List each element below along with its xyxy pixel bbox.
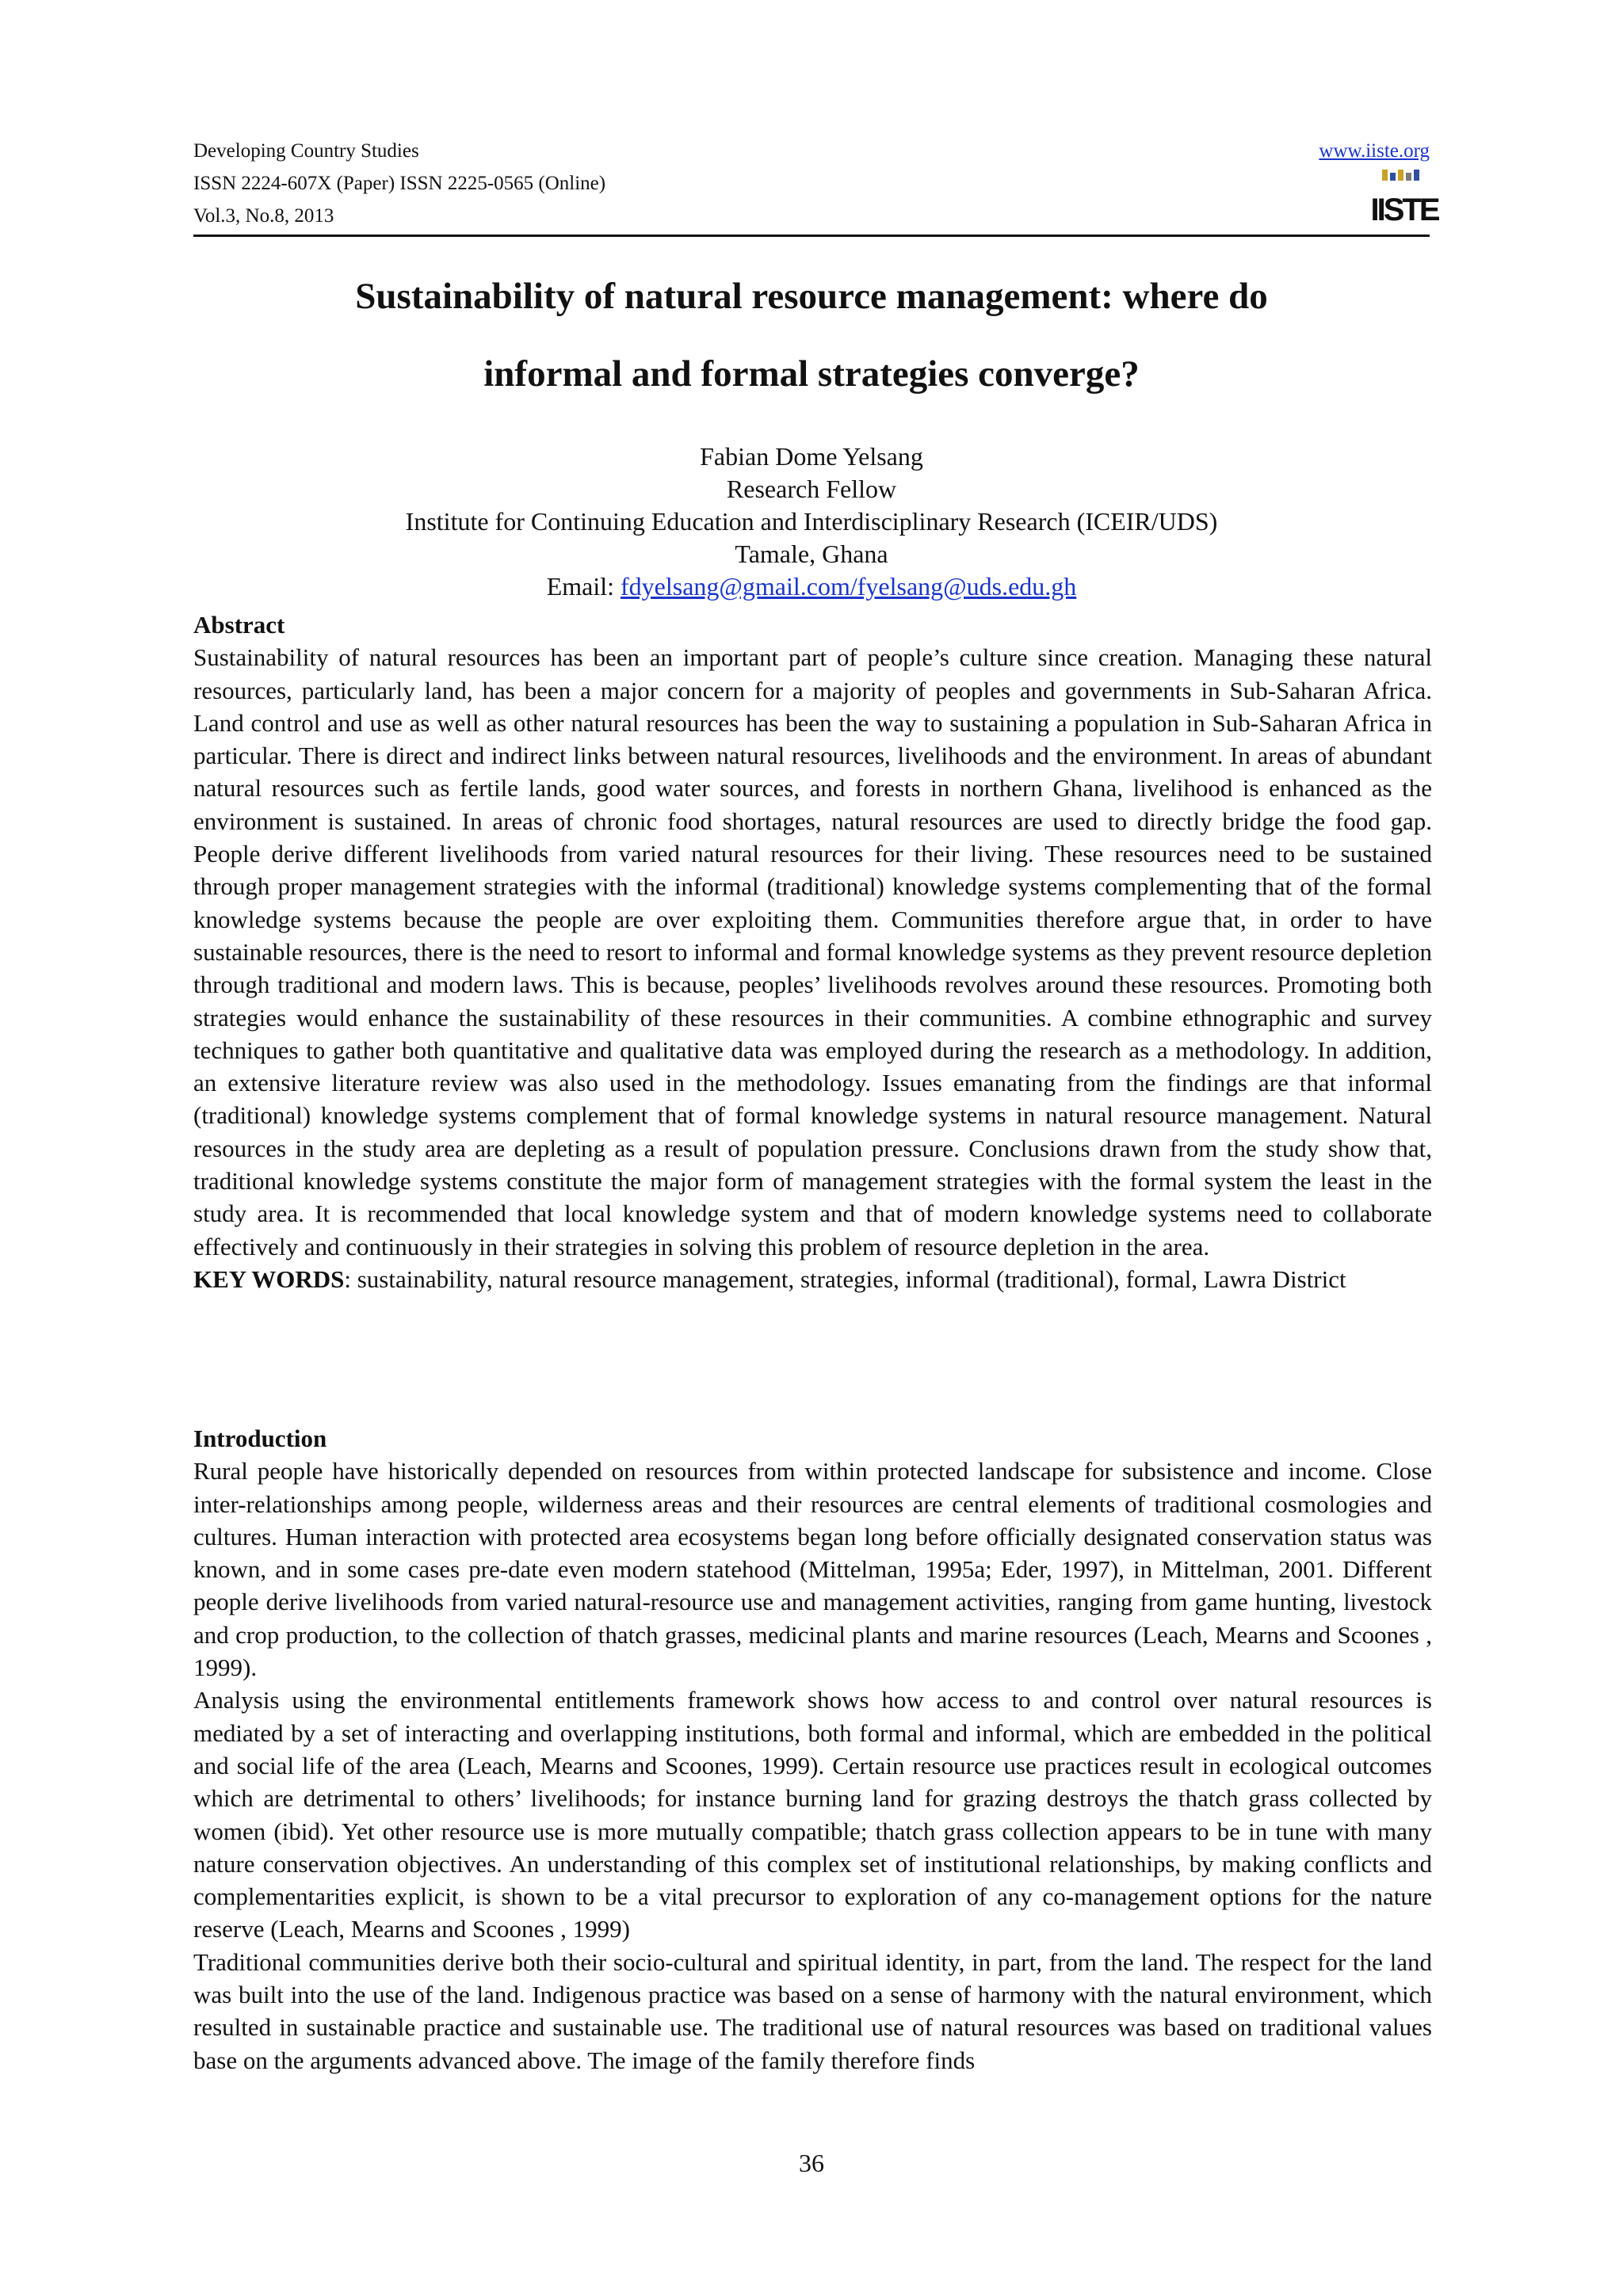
keywords-line xyxy=(193,1263,1432,1295)
page-number: 36 xyxy=(799,2149,824,2177)
title-line-1: Sustainability of natural resource management: where do xyxy=(355,276,1268,317)
title-line-2: informal and formal strategies converge? xyxy=(483,353,1140,395)
journal-name: Developing Country Studies xyxy=(193,140,419,162)
logo-bar xyxy=(1398,170,1403,181)
email-link[interactable]: fdyelsang@gmail.com/fyelsang@uds.edu.gh xyxy=(621,572,1077,601)
intro-paragraph: Rural people have historically depended on resources from within protected landscape for subsistence and income. Close inter-relationships among people, wilderness areas and their resources are central elements of traditional cosmologies and cultures. Human interaction with protected area ecosystems began long before officially designated conservation status was known, and in some cases pre-date even modern statehood (Mittelman, 1995a; Eder, 1997), in Mittelman, 2001. Different people derive livelihoods from varied natural-resource use and management activities, ranging from game hunting, livestock and crop production, to the collection of thatch grasses, medicinal plants and marine resources (Leach, Mearns and Scoones , 1999). xyxy=(193,1457,1432,1682)
abstract-section xyxy=(193,608,1432,1295)
logo-bar xyxy=(1390,173,1396,181)
logo-bar xyxy=(1406,173,1411,181)
author-location: Tamale, Ghana xyxy=(735,540,888,568)
journal-volume: Vol.3, No.8, 2013 xyxy=(193,205,334,227)
journal-issn: ISSN 2224-607X (Paper) ISSN 2225-0565 (Online) xyxy=(193,173,606,194)
email-label: Email: xyxy=(546,572,621,601)
header-right xyxy=(1319,135,1430,167)
abstract-heading: Abstract xyxy=(193,611,285,639)
keywords-label: KEY WORDS xyxy=(193,1264,345,1293)
introduction-heading: Introduction xyxy=(193,1425,327,1452)
keywords-text: : sustainability, natural resource management, strategies, informal (traditional), formal, Lawra District xyxy=(344,1264,1346,1293)
logo-bar xyxy=(1414,170,1419,181)
intro-paragraph: Analysis using the environmental entitlements framework shows how access to and control over natural resources is mediated by a set of interacting and overlapping institutions, both formal and informal, which are embedded in the political and social life of the area (Leach, Mearns and Scoones, 1999). Certain resource use practices result in ecological outcomes which are detrimental to others’ livelihoods; for instance burning land for grazing destroys the thatch grass collected by women (ibid). Yet other resource use is more mutually compatible; thatch grass collection appears to be in tune with many nature conservation objectives. An understanding of this complex set of institutional relationships, by making conflicts and complementarities explicit, is shown to be a vital precursor to exploration of any co-management options for the nature reserve (Leach, Mearns and Scoones , 1999) xyxy=(193,1686,1432,1943)
abstract-text: Sustainability of natural resources has been an important part of people’s culture since creation. Managing these natural resources, particularly land, has been a major concern for a majority of peoples and governments in Sub-Saharan Africa. Land control and use as well as other natural resources has been the way to sustaining a population in Sub-Saharan Africa in particular. There is direct and indirect links between natural resources, livelihoods and the environment. In areas of abundant natural resources such as fertile lands, good water sources, and forests in northern Ghana, livelihood is enhanced as the environment is sustained. In areas of chronic food shortages, natural resources are used to directly bridge the food gap. People derive different livelihoods from varied natural resources for their living. These resources need to be sustained through proper management strategies with the informal (traditional) knowledge systems complementing that of the formal knowledge systems because the people are over exploiting them. Communities therefore argue that, in order to have sustainable resources, there is the need to resort to informal and formal knowledge systems as they prevent resource depletion through traditional and modern laws. This is because, peoples’ livelihoods revolves around these resources. Promoting both strategies would enhance the sustainability of these resources in their communities. A combine ethnographic and survey techniques to gather both quantitative and qualitative data was employed during the research as a methodology. In addition, an extensive literature review was also used in the methodology. Issues emanating from the findings are that informal (traditional) knowledge systems complement that of formal knowledge systems in natural resource management. Natural resources in the study area are depleting as a result of population pressure. Conclusions drawn from the study show that, traditional knowledge systems constitute the major form of management strategies with the formal system the least in the study area. It is recommended that local knowledge system and that of modern knowledge systems need to collaborate effectively and continuously in their strategies in solving this problem of resource depletion in the area. xyxy=(193,643,1432,1261)
introduction-section xyxy=(193,1422,1432,2077)
logo-text: IISTE xyxy=(1370,193,1438,227)
author-email-line xyxy=(193,570,1430,603)
header-divider xyxy=(193,235,1430,237)
author-block xyxy=(193,441,1430,603)
iiste-logo xyxy=(1370,170,1438,227)
author-position: Research Fellow xyxy=(726,475,897,503)
author-name: Fabian Dome Yelsang xyxy=(700,442,923,471)
intro-paragraph: Traditional communities derive both their socio-cultural and spiritual identity, in part, from the land. The respect for the land was built into the use of the land. Indigenous practice was based on a sense of harmony with the natural environment, which resulted in sustainable practice and sustainable use. The traditional use of natural resources was based on traditional values base on the arguments advanced above. The image of the family therefore finds xyxy=(193,1947,1432,2074)
paper-title xyxy=(193,257,1430,413)
author-institution: Institute for Continuing Education and Interdisciplinary Research (ICEIR/UDS) xyxy=(405,507,1218,536)
journal-header xyxy=(193,135,605,232)
logo-bar xyxy=(1382,170,1388,181)
website-link[interactable]: www.iiste.org xyxy=(1319,140,1430,162)
